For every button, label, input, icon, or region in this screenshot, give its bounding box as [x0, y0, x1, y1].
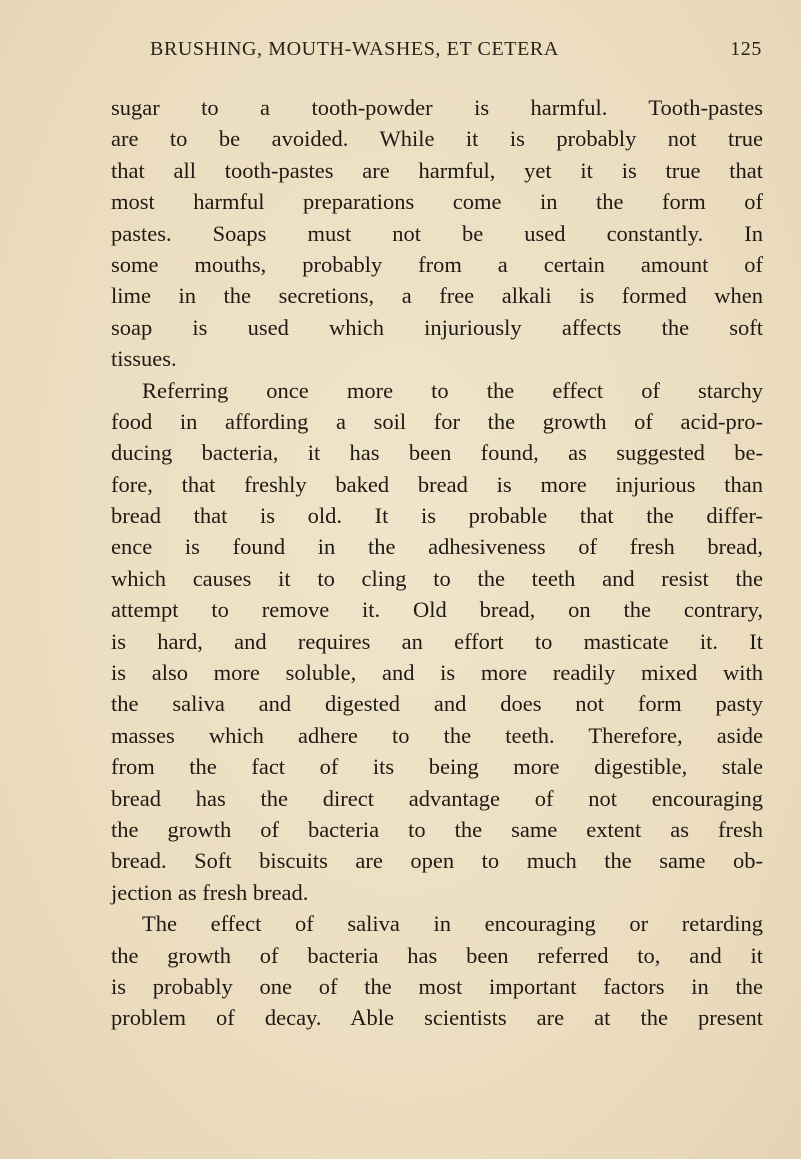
text-line: food in affording a soil for the growth of acid-pro-: [111, 408, 763, 434]
text-line: masses which adhere to the teeth. Therefore, aside: [111, 722, 763, 748]
text-line: pastes. Soaps must not be used constantly. In: [111, 220, 763, 246]
text-line: sugar to a tooth-powder is harmful. Tooth-pastes: [111, 95, 763, 120]
text-line: attempt to remove it. Old bread, on the contrary,: [111, 597, 763, 623]
text-line: bread has the direct advantage of not encouraging: [111, 785, 763, 811]
body-text: [111, 92, 763, 1034]
text-line: tissues.: [111, 346, 177, 372]
text-line: from the fact of its being more digestible, stale: [111, 754, 763, 780]
text-line: lime in the secretions, a free alkali is formed when: [111, 283, 763, 309]
text-line: the growth of bacteria has been referred to, and it: [111, 942, 763, 968]
paragraph-start-line: Referring once more to the effect of starchy: [142, 377, 763, 403]
text-line: is also more soluble, and is more readily mixed with: [111, 660, 763, 686]
text-line: bread. Soft biscuits are open to much the same ob-: [111, 848, 763, 874]
text-line: problem of decay. Able scientists are at the present: [111, 1005, 763, 1031]
text-line: is probably one of the most important factors in the: [111, 973, 763, 999]
running-title: BRUSHING, MOUTH-WASHES, ET CETERA: [150, 38, 559, 60]
paragraph-start-line: The effect of saliva in encouraging or retarding: [142, 911, 763, 937]
text-line: jection as fresh bread.: [111, 879, 309, 905]
text-line: the saliva and digested and does not form pasty: [111, 691, 763, 717]
text-line: soap is used which injuriously affects the soft: [111, 314, 763, 340]
text-line: some mouths, probably from a certain amount of: [111, 251, 763, 277]
text-line: is hard, and requires an effort to masticate it. It: [111, 628, 763, 654]
text-line: which causes it to cling to the teeth and resist the: [111, 565, 763, 591]
text-line: are to be avoided. While it is probably not true: [111, 126, 763, 152]
text-line: the growth of bacteria to the same extent as fresh: [111, 816, 763, 842]
text-line: that all tooth-pastes are harmful, yet it is true that: [111, 157, 763, 183]
page-number: 125: [730, 38, 762, 60]
text-line: fore, that freshly baked bread is more injurious than: [111, 471, 763, 497]
text-line: most harmful preparations come in the form of: [111, 189, 763, 215]
running-header: [150, 38, 762, 68]
text-line: bread that is old. It is probable that the differ-: [111, 503, 763, 529]
text-line: ence is found in the adhesiveness of fresh bread,: [111, 534, 763, 560]
text-line: ducing bacteria, it has been found, as suggested be-: [111, 440, 763, 466]
